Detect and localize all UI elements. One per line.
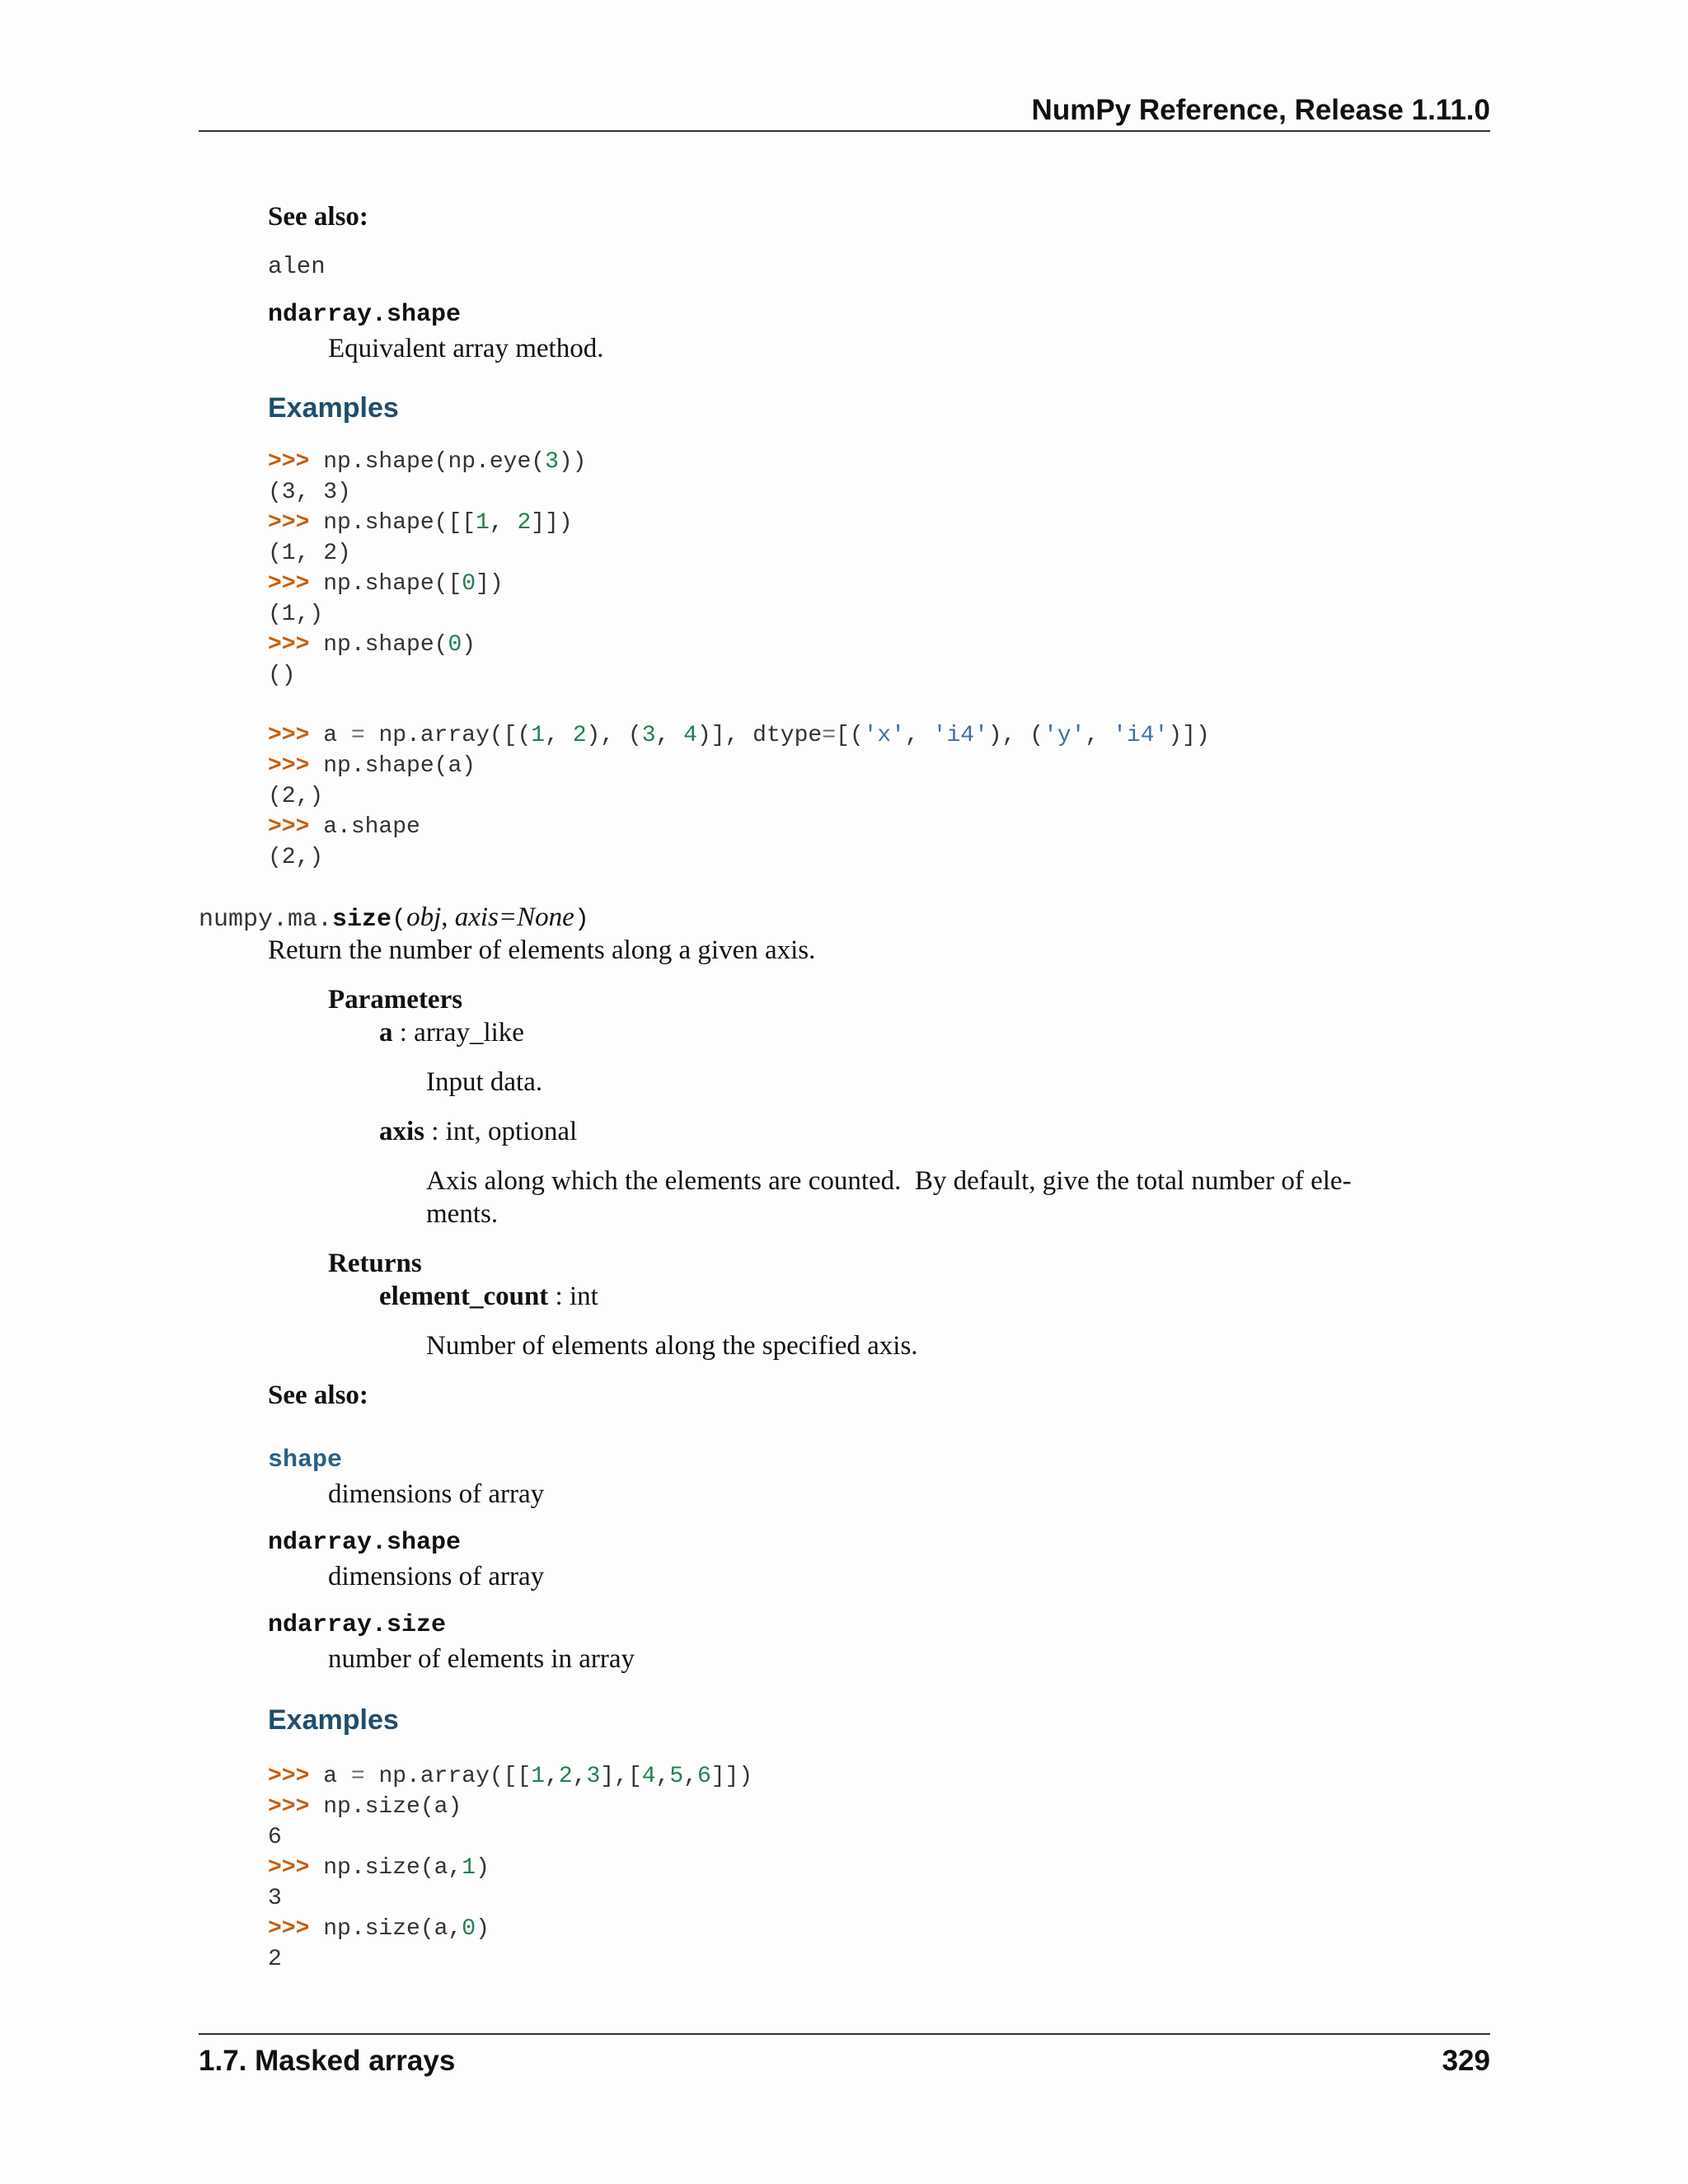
code-prompt: >>> — [268, 632, 324, 658]
code-token: np.size(a, — [323, 1916, 462, 1942]
see-also-item-alen[interactable]: alen — [268, 253, 326, 280]
signature-arg-obj: obj — [406, 902, 442, 932]
code-token: = — [350, 1764, 365, 1789]
code-prompt: >>> — [268, 510, 324, 536]
code-line — [268, 781, 1210, 812]
code-token: 0 — [462, 1916, 476, 1942]
code-line — [268, 812, 1210, 842]
code-token: 0 — [448, 632, 462, 658]
see-also-desc: Equivalent array method. — [328, 334, 604, 363]
code-token: (1, 2) — [268, 541, 351, 566]
code-token: ), ( — [987, 723, 1044, 748]
signature-name: size — [332, 906, 392, 934]
code-token: np.shape(np.eye( — [323, 449, 546, 475]
code-token: np.shape( — [323, 632, 448, 658]
param-a-type: : array_like — [392, 1018, 524, 1047]
code-token: 3 — [545, 449, 559, 475]
return-element-count — [379, 1280, 598, 1313]
see-also-desc-ndarray-shape: dimensions of array — [328, 1562, 545, 1591]
code-token: [( — [836, 723, 864, 748]
code-token: ), ( — [586, 723, 642, 748]
code-line — [268, 1883, 753, 1914]
code-token: ],[ — [600, 1764, 642, 1789]
see-also-link-shape[interactable]: shape — [268, 1446, 343, 1474]
code-token: ]]) — [710, 1764, 753, 1789]
code-token: ) — [462, 632, 476, 658]
code-line — [268, 599, 586, 630]
code-token: np.shape([ — [323, 571, 462, 597]
code-line — [268, 508, 586, 538]
code-token: , — [545, 723, 573, 748]
code-line — [268, 1914, 753, 1944]
code-token: 2 — [558, 1764, 573, 1789]
code-token: 1 — [531, 1764, 546, 1789]
code-token: , — [1085, 723, 1114, 748]
code-token: = — [822, 723, 837, 748]
code-token: 'i4' — [1113, 723, 1169, 748]
code-token: 6 — [697, 1764, 711, 1789]
code-line — [268, 720, 1210, 751]
code-token: np.array([( — [364, 723, 532, 748]
code-prompt: >>> — [268, 571, 324, 597]
page-header — [199, 91, 1490, 132]
code-token: ) — [476, 1855, 490, 1881]
code-token: a — [323, 723, 351, 748]
code-token: 'x' — [863, 723, 906, 748]
footer-section-title: 1.7. Masked arrays — [199, 2045, 456, 2077]
code-token: 1 — [531, 723, 546, 748]
code-token: , — [683, 1764, 698, 1789]
code-token: , — [905, 723, 933, 748]
footer-page-number: 329 — [1442, 2045, 1490, 2077]
code-token: 'i4' — [932, 723, 988, 748]
code-prompt: >>> — [268, 449, 324, 475]
code-line — [268, 751, 1210, 781]
code-token: , — [572, 1764, 587, 1789]
code-line — [268, 1944, 753, 1975]
returns-label: Returns — [328, 1249, 422, 1278]
see-also-item-ndarray-shape-2[interactable]: ndarray.shape — [268, 1529, 462, 1557]
param-axis-desc-line2: ments. — [426, 1199, 499, 1229]
code-line — [268, 447, 586, 477]
code-token: ]]) — [531, 510, 573, 536]
code-token: 6 — [268, 1825, 282, 1850]
code-token: 2 — [268, 1947, 282, 1972]
param-axis — [379, 1115, 577, 1148]
code-line — [268, 1761, 753, 1792]
code-line — [268, 538, 586, 569]
code-token: 2 — [517, 510, 532, 536]
code-token: (2,) — [268, 784, 324, 809]
code-line — [268, 842, 1210, 873]
code-token: 1 — [462, 1855, 476, 1881]
code-token: np.size(a) — [323, 1794, 462, 1820]
code-line — [268, 569, 586, 599]
see-also-item-ndarray-shape[interactable]: ndarray.shape — [268, 301, 462, 329]
code-prompt: >>> — [268, 814, 324, 840]
code-token: 3 — [641, 723, 656, 748]
code-token: 4 — [641, 1764, 656, 1789]
code-token: )]) — [1168, 723, 1210, 748]
code-token: np.shape(a) — [323, 753, 476, 779]
code-token: np.array([[ — [364, 1764, 532, 1789]
code-prompt: >>> — [268, 1794, 324, 1820]
header-title: NumPy Reference, Release 1.11.0 — [1031, 94, 1490, 126]
return-name: element_count — [379, 1282, 549, 1311]
code-token: 1 — [476, 510, 490, 536]
param-a — [379, 1016, 524, 1049]
code-token: 3 — [268, 1886, 282, 1911]
examples-heading-size: Examples — [268, 1704, 399, 1736]
code-token: ) — [476, 1916, 490, 1942]
code-token: , — [545, 1764, 559, 1789]
see-also-label-size: See also: — [268, 1380, 368, 1410]
code-token: np.size(a, — [323, 1855, 462, 1881]
param-a-desc: Input data. — [426, 1067, 543, 1097]
param-axis-type: : int, optional — [424, 1117, 578, 1146]
code-prompt: >>> — [268, 1916, 324, 1942]
code-line — [268, 660, 586, 691]
code-token: 2 — [572, 723, 587, 748]
param-a-name: a — [379, 1018, 393, 1047]
code-token: )], dtype — [696, 723, 823, 748]
signature-open-paren: ( — [392, 906, 407, 934]
return-desc: Number of elements along the specified axis. — [426, 1331, 918, 1361]
code-token: 'y' — [1043, 723, 1085, 748]
signature-arg-axis: axis=None — [454, 902, 574, 932]
code-token: a — [323, 1764, 351, 1789]
return-type: : int — [548, 1282, 598, 1311]
parameters-label: Parameters — [328, 985, 463, 1015]
see-also-label: See also: — [268, 202, 368, 232]
code-line — [268, 630, 586, 660]
code-token: (2,) — [268, 845, 324, 870]
see-also-item-ndarray-size[interactable]: ndarray.size — [268, 1611, 447, 1639]
code-block-size — [268, 1761, 753, 1975]
code-token: () — [268, 663, 296, 688]
code-token: np.shape([[ — [323, 510, 476, 536]
function-signature — [199, 901, 589, 936]
code-prompt: >>> — [268, 1855, 324, 1881]
code-token: (1,) — [268, 602, 324, 627]
code-token: 5 — [669, 1764, 684, 1789]
function-summary: Return the number of elements along a given axis. — [268, 935, 816, 965]
code-token: (3, 3) — [268, 480, 351, 505]
page-footer — [199, 2033, 1490, 2077]
signature-close-paren: ) — [574, 906, 589, 934]
code-block-shape-1 — [268, 447, 586, 691]
code-token: )) — [558, 449, 587, 475]
param-axis-name: axis — [379, 1117, 425, 1146]
code-token: ]) — [476, 571, 504, 597]
signature-module: numpy.ma. — [199, 906, 333, 934]
signature-sep: , — [441, 902, 455, 932]
code-prompt: >>> — [268, 1764, 324, 1789]
code-token: 0 — [462, 571, 476, 597]
code-token: , — [655, 1764, 670, 1789]
code-line — [268, 1853, 753, 1883]
see-also-desc-ndarray-size: number of elements in array — [328, 1644, 635, 1674]
code-token: , — [655, 723, 684, 748]
code-token: a.shape — [323, 814, 420, 840]
code-block-shape-2 — [268, 720, 1210, 873]
code-prompt: >>> — [268, 723, 324, 748]
code-token: = — [350, 723, 365, 748]
code-line — [268, 477, 586, 508]
code-prompt: >>> — [268, 753, 324, 779]
param-axis-desc-line1: Axis along which the elements are counted. By default, give the total number of ele- — [426, 1166, 1352, 1196]
code-line — [268, 1792, 753, 1822]
see-also-desc-shape: dimensions of array — [328, 1479, 545, 1509]
code-line — [268, 1822, 753, 1853]
examples-heading: Examples — [268, 392, 399, 424]
code-token: 4 — [683, 723, 697, 748]
code-token: 3 — [586, 1764, 601, 1789]
code-token: , — [489, 510, 518, 536]
